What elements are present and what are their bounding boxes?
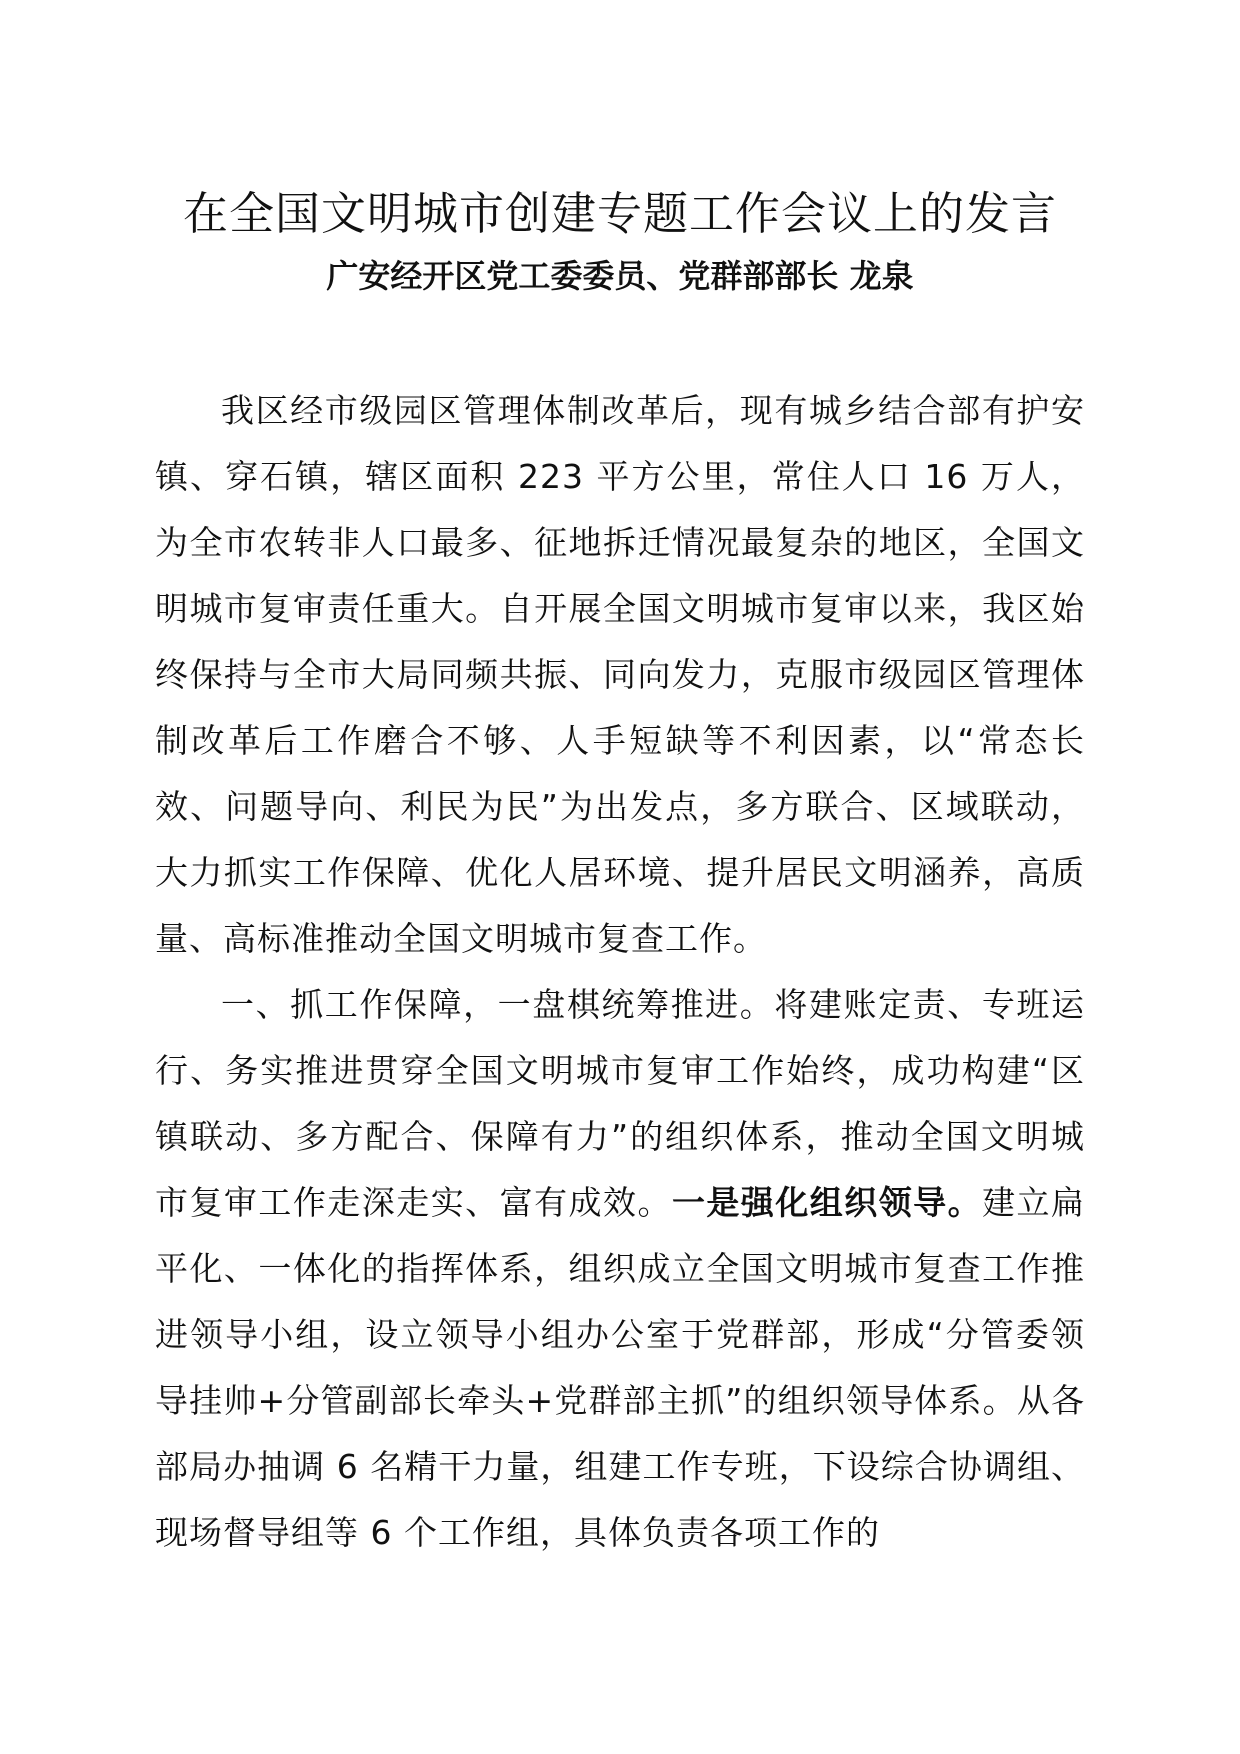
paragraph-section-one [155, 972, 1085, 1566]
document-body [155, 378, 1085, 1566]
section-one-text-a: 一、抓工作保障，一盘棋统筹推进。将建账定责、专班运行、务实推进贯穿全国文明城市复审工作始终，成功构建“区镇联动、多方配合、保障有力”的组织体系，推动全国文明城市复审工作走深走实、富有成效。 [155, 985, 1085, 1222]
paragraph-intro: 我区经市级园区管理体制改革后，现有城乡结合部有护安镇、穿石镇，辖区面积 223 平方公里，常住人口 16 万人，为全市农转非人口最多、征地拆迁情况最复杂的地区，全国文明城市复审责任重大。自开展全国文明城市复审以来，我区始终保持与全市大局同频共振、同向发力，克服市级园区管理体制改革后工作磨合不够、人手短缺等不利因素，以“常态长效、问题导向、利民为民”为出发点，多方联合、区域联动，大力抓实工作保障、优化人居环境、提升居民文明涵养，高质量、高标准推动全国文明城市复查工作。 [155, 391, 1085, 958]
document-subtitle: 广安经开区党工委委员、党群部部长 龙泉 [326, 257, 914, 295]
section-one-bold-heading: 一是强化组织领导。 [671, 1183, 983, 1222]
document-title: 在全国文明城市创建专题工作会议上的发言 [182, 187, 1057, 240]
section-one-text-b: 建立扁平化、一体化的指挥体系，组织成立全国文明城市复查工作推进领导小组，设立领导小组办公室于党群部，形成“分管委领导挂帅+分管副部长牵头+党群部主抓”的组织领导体系。从各部局办抽调 6 名精干力量，组建工作专班，下设综合协调组、现场督导组等 6 个工作组，具体负责各项工作的 [155, 1183, 1086, 1552]
